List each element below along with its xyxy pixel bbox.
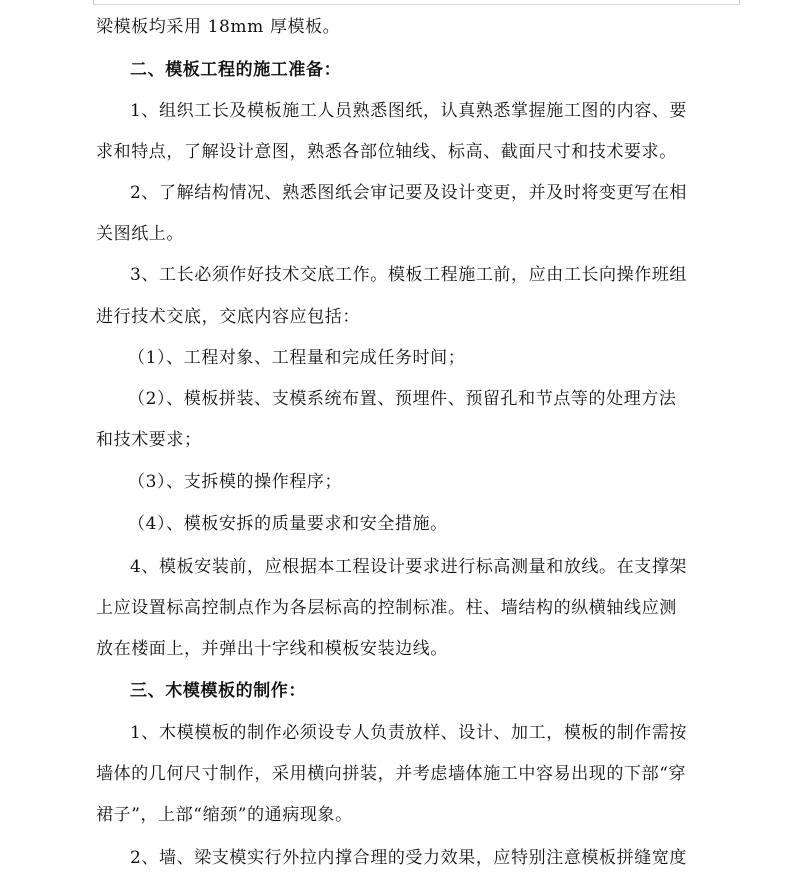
section-heading-2: 二、模板工程的施工准备：: [130, 60, 342, 80]
list-item: （1）、工程对象、工程量和完成任务时间；: [128, 348, 466, 368]
text-line: 4、模板安装前，应根据本工程设计要求进行标高测量和放线。在支撑架: [130, 557, 688, 577]
text-line: 墙体的几何尺寸制作，采用横向拼装，并考虑墙体施工中容易出现的下部“穿: [96, 764, 687, 784]
text-line: 求和特点，了解设计意图，熟悉各部位轴线、标高、截面尺寸和技术要求。: [96, 142, 677, 162]
text-line: 裙子”，上部“缩颈”的通病现象。: [96, 805, 353, 825]
text-line: 进行技术交底，交底内容应包括：: [96, 307, 360, 327]
section-heading-3: 三、木模模板的制作：: [130, 681, 306, 701]
text-line: 和技术要求；: [96, 430, 202, 450]
text-line: 关图纸上。: [96, 224, 184, 244]
list-item: （3）、支拆模的操作程序；: [128, 472, 343, 492]
text-line: 2、了解结构情况、熟悉图纸会审记要及设计变更，并及时将变更写在相: [130, 183, 688, 203]
list-item: （4）、模板安拆的质量要求和安全措施。: [128, 514, 448, 534]
page-top-border: [93, 0, 740, 5]
text-line: 2、墙、梁支模实行外拉内撑合理的受力效果，应特别注意模板拼缝宽度: [130, 848, 688, 868]
text-line: 上应设置标高控制点作为各层标高的控制标准。柱、墙结构的纵横轴线应测: [96, 598, 677, 618]
text-line: 梁模板均采用 18mm 厚模板。: [96, 17, 341, 37]
text-line: 放在楼面上，并弹出十字线和模板安装边线。: [96, 639, 448, 659]
text-line: 1、木模模板的制作必须设专人负责放样、设计、加工，模板的制作需按: [130, 723, 688, 743]
list-item: （2）、模板拼装、支模系统布置、预埋件、预留孔和节点等的处理方法: [128, 389, 677, 409]
text-line: 1、组织工长及模板施工人员熟悉图纸，认真熟悉掌握施工图的内容、要: [130, 101, 688, 121]
text-line: 3、工长必须作好技术交底工作。模板工程施工前，应由工长向操作班组: [130, 265, 688, 285]
